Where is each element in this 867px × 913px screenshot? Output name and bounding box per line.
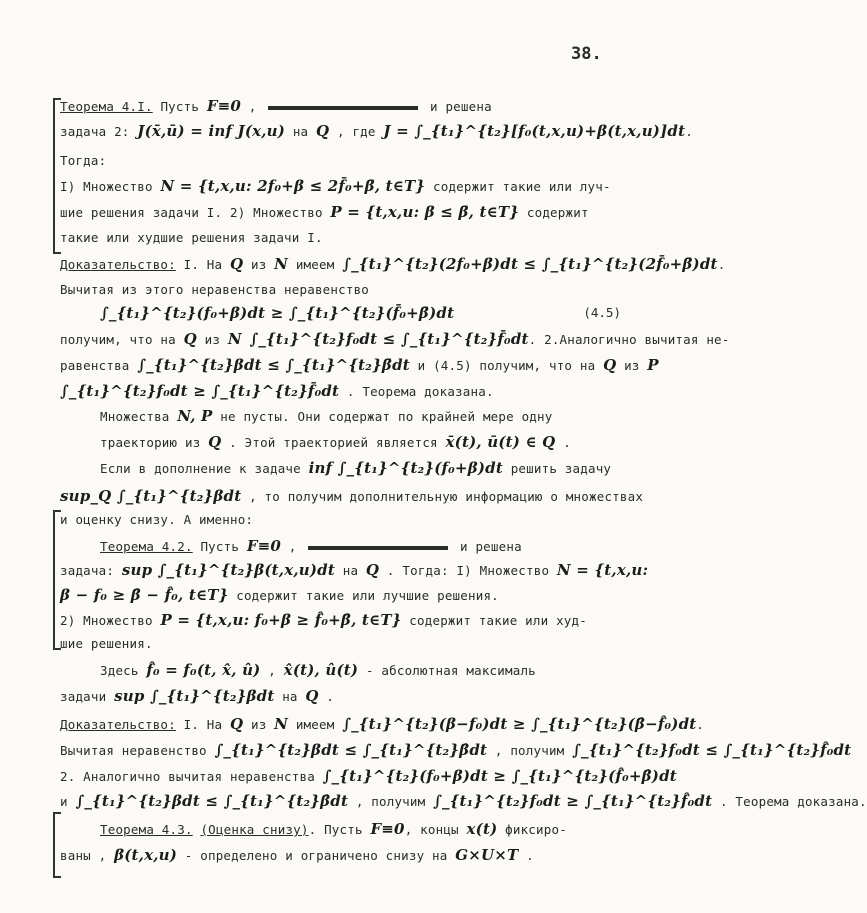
text-run: , — [281, 539, 305, 554]
strikethrough-mark — [308, 546, 448, 550]
text-line — [60, 845, 580, 866]
text-run: . Теорема доказана. — [712, 794, 867, 809]
text-run: из — [196, 332, 228, 347]
text-run: на — [274, 689, 306, 704]
underlined-heading: Теорема 4.2. — [100, 539, 193, 554]
math-expression: F≡0 — [246, 537, 282, 555]
text-run: и оценку снизу. А именно: — [60, 512, 254, 527]
text-line — [60, 740, 852, 761]
text-run: . — [696, 717, 705, 732]
text-line — [60, 176, 611, 197]
math-expression: P — [647, 356, 659, 374]
math-expression: x̄(t), ū(t) ∈ Q — [445, 433, 556, 451]
text-run: имеем — [288, 257, 343, 272]
text-run: , — [241, 99, 265, 114]
text-run: . 2.Аналогично вычитая не- — [528, 332, 730, 347]
page-number: 38. — [571, 44, 602, 64]
underlined-heading: (Оценка снизу) — [200, 822, 309, 837]
text-run: и (4.5) получим, что на — [409, 358, 604, 373]
text-line — [60, 151, 580, 171]
text-line — [60, 329, 730, 350]
math-expression: β(t,x,u) — [114, 846, 178, 864]
text-line — [100, 303, 580, 324]
text-run: . — [555, 435, 571, 450]
text-run: и — [60, 794, 76, 809]
text-line — [60, 585, 580, 606]
text-run: . — [685, 124, 693, 139]
text-line — [100, 406, 580, 427]
text-line — [100, 536, 580, 557]
text-run: шие решения. — [60, 636, 153, 651]
math-expression: G×U×T — [455, 846, 519, 864]
text-line — [60, 766, 677, 787]
equation-number: (4.5) — [583, 305, 621, 320]
math-expression: Q — [183, 330, 197, 348]
text-run: равенства — [60, 358, 138, 373]
text-run: , — [260, 663, 284, 678]
text-line — [60, 280, 580, 300]
text-run: не пусты. Они содержат по крайней мере одну — [212, 409, 553, 424]
math-expression: sup ∫_{t₁}^{t₂}β(t,x,u)dt — [121, 561, 336, 579]
math-expression: P = {t,x,u: f₀+β ≥ f̂₀+β̂, t∈T} — [160, 611, 402, 629]
text-run: такие или худшие решения задачи I. — [60, 230, 323, 245]
math-expression: Q — [229, 255, 244, 273]
text-run: из — [243, 717, 275, 732]
text-run: Вычитая из этого неравенства неравенство — [60, 282, 370, 297]
text-run: I. На — [175, 717, 230, 732]
text-run: Вычитая неравенство — [60, 743, 215, 758]
text-run: задача: — [60, 563, 122, 578]
math-expression: Q — [229, 715, 244, 733]
math-expression: ∫_{t₁}^{t₂}f₀dt ≤ ∫_{t₁}^{t₂}f̂₀dt — [572, 741, 852, 759]
math-expression: Q — [603, 356, 617, 374]
math-expression: ∫_{t₁}^{t₂}βdt ≤ ∫_{t₁}^{t₂}β̂dt — [75, 792, 349, 810]
math-expression: N, P — [177, 407, 213, 425]
text-line — [100, 819, 580, 840]
math-expression: Q — [365, 561, 380, 579]
text-run: . Этой траекторией является — [221, 435, 446, 450]
text-run: . — [318, 689, 335, 704]
math-expression: ∫_{t₁}^{t₂}βdt ≤ ∫_{t₁}^{t₂}β̂dt — [214, 741, 488, 759]
text-line — [60, 560, 649, 581]
math-expression: x(t) — [466, 820, 498, 838]
math-expression: ∫_{t₁}^{t₂}(2f₀+β)dt ≤ ∫_{t₁}^{t₂}(2f̄₀+β̄)dt — [342, 255, 718, 273]
math-expression: N = {t,x,u: 2f₀+β ≤ 2f̄₀+β̄, t∈T} — [160, 177, 426, 195]
text-run: имеем — [288, 717, 343, 732]
text-run: задача 2: — [60, 124, 138, 139]
text-line — [60, 121, 693, 142]
text-line — [100, 660, 580, 681]
text-run: и решена — [422, 99, 492, 114]
text-run: . Пусть — [308, 822, 371, 837]
text-run: , получим — [487, 743, 573, 758]
text-run: Пусть — [152, 99, 207, 114]
math-expression: β − f₀ ≥ β̂ − f̂₀, t∈T} — [60, 586, 229, 604]
text-line — [60, 381, 580, 402]
text-line — [60, 791, 867, 812]
text-run: шие решения задачи I. 2) Множество — [60, 205, 331, 220]
math-expression: ∫_{t₁}^{t₂}f₀dt ≥ ∫_{t₁}^{t₂}f̄₀dt — [60, 382, 340, 400]
math-expression: N — [274, 255, 289, 273]
math-expression: P = {t,x,u: β ≤ β̄, t∈T} — [330, 203, 520, 221]
text-run: . — [717, 257, 726, 272]
text-run: решить задачу — [502, 461, 612, 476]
math-expression: J(x̄,ū) = inf J(x,u) — [137, 122, 286, 140]
math-expression: ∫_{t₁}^{t₂}(f₀+β)dt ≥ ∫_{t₁}^{t₂}(f̄₀+β̄)dt — [100, 304, 455, 322]
text-run: и решена — [452, 539, 522, 554]
text-line — [60, 355, 659, 376]
text-run: из — [616, 358, 648, 373]
underlined-heading: Доказательство: — [60, 717, 176, 732]
text-run: Если в дополнение к задаче — [100, 461, 309, 476]
text-line — [60, 634, 580, 654]
text-line — [60, 254, 726, 275]
math-expression: F≡0 — [206, 97, 242, 115]
math-expression: x̂(t), û(t) — [283, 661, 359, 679]
text-run: содержит такие или лучшие решения. — [228, 588, 499, 603]
text-run: . Теорема доказана. — [339, 384, 494, 399]
text-run: из — [243, 257, 275, 272]
text-run: I) Множество — [60, 179, 161, 194]
text-run: I. На — [175, 257, 230, 272]
math-expression: Q — [305, 687, 319, 705]
underlined-heading: Теорема 4.3. — [100, 822, 193, 837]
text-run: на — [335, 563, 366, 578]
math-expression: sup ∫_{t₁}^{t₂}βdt — [114, 687, 275, 705]
math-expression: Q — [316, 122, 330, 140]
math-expression: N — [274, 715, 289, 733]
text-run: содержит — [519, 205, 589, 220]
underlined-heading: Доказательство: — [60, 257, 176, 272]
math-expression: f̂₀ = f₀(t, x̂, û) — [146, 661, 261, 679]
math-expression: inf ∫_{t₁}^{t₂}(f₀+β)dt — [308, 459, 503, 477]
math-expression: Q — [208, 433, 222, 451]
text-line — [100, 432, 580, 453]
text-run: 2. Аналогично вычитая неравенства — [60, 769, 323, 784]
text-run: получим, что на — [60, 332, 184, 347]
text-run: - определено и ограничено снизу на — [177, 848, 456, 863]
math-expression: J = ∫_{t₁}^{t₂}[f₀(t,x,u)+β(t,x,u)]dt — [383, 122, 686, 140]
text-run: . Тогда: I) Множество — [379, 563, 557, 578]
text-run: Тогда: — [60, 153, 107, 168]
text-line — [60, 96, 580, 117]
text-run: - абсолютная максималь — [358, 663, 536, 678]
text-run: , то получим дополнительную информацию о множествах — [241, 489, 644, 504]
text-run: содержит такие или луч- — [425, 179, 611, 194]
text-run: , получим — [348, 794, 434, 809]
text-line — [60, 486, 644, 507]
math-expression: ∫_{t₁}^{t₂}f₀dt ≤ ∫_{t₁}^{t₂}f̄₀dt — [249, 330, 529, 348]
text-run: задачи — [60, 689, 115, 704]
text-run: , где — [329, 124, 384, 139]
math-expression: ∫_{t₁}^{t₂}(β−f₀)dt ≥ ∫_{t₁}^{t₂}(β̂−f̂₀)dt — [342, 715, 697, 733]
text-line — [100, 458, 612, 479]
text-run: траекторию из — [100, 435, 209, 450]
text-line — [60, 610, 587, 631]
text-run: Здесь — [100, 663, 147, 678]
math-expression: N — [227, 330, 242, 348]
math-expression: sup_Q ∫_{t₁}^{t₂}βdt — [60, 487, 242, 505]
text-line — [60, 686, 580, 707]
strikethrough-mark — [268, 106, 418, 110]
text-run: . — [518, 848, 534, 863]
text-run: , концы — [404, 822, 467, 837]
text-run: Множества — [100, 409, 178, 424]
text-run: ваны , — [60, 848, 115, 863]
math-expression: ∫_{t₁}^{t₂}(f₀+β)dt ≥ ∫_{t₁}^{t₂}(f̂₀+β̂)dt — [322, 767, 677, 785]
text-run: 2) Множество — [60, 613, 161, 628]
text-line — [60, 228, 580, 248]
text-line — [60, 510, 580, 530]
text-run: содержит такие или худ- — [401, 613, 587, 628]
underlined-heading: Теорема 4.I. — [60, 99, 153, 114]
math-expression: ∫_{t₁}^{t₂}f₀dt ≥ ∫_{t₁}^{t₂}f̂₀dt — [433, 792, 713, 810]
text-line — [60, 202, 589, 223]
text-run: фиксиро- — [497, 822, 567, 837]
math-expression: N = {t,x,u: — [556, 561, 649, 579]
text-line — [60, 714, 705, 735]
text-run: Пусть — [192, 539, 247, 554]
text-run: на — [285, 124, 316, 139]
math-expression: ∫_{t₁}^{t₂}βdt ≤ ∫_{t₁}^{t₂}β̄dt — [137, 356, 410, 374]
math-expression: F≡0 — [370, 820, 405, 838]
